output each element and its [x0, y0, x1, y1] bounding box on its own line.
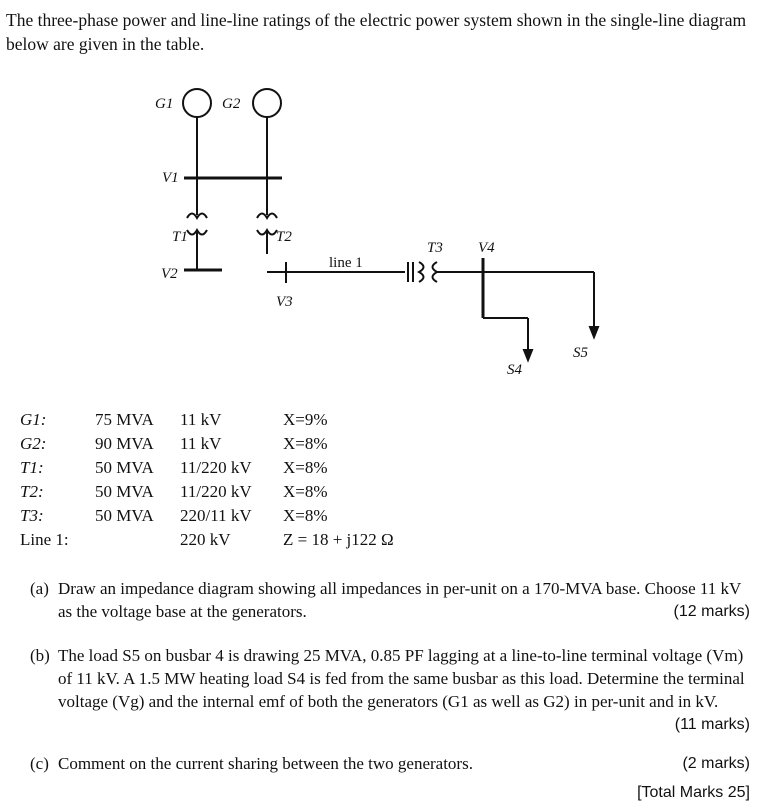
intro-text: The three-phase power and line-line ratings of the electric power system shown in the single-line diagram below are given in the table. — [6, 10, 747, 54]
rating-name: Line 1: — [20, 530, 69, 549]
transformer-t2-symbol — [257, 214, 277, 235]
rating-mva: 75 MVA — [95, 410, 154, 429]
question-text: Comment on the current sharing between the two generators. — [58, 754, 473, 773]
question-label: (a) — [30, 579, 49, 598]
generator-g2-symbol — [253, 89, 281, 117]
rating-name: T2: — [20, 482, 44, 501]
label-v3: V3 — [276, 294, 293, 310]
rating-kv: 220/11 kV — [180, 506, 252, 525]
question-marks: (11 marks) — [674, 716, 750, 733]
rating-x: X=8% — [283, 434, 328, 453]
rating-kv: 11/220 kV — [180, 458, 252, 477]
rating-mva: 50 MVA — [95, 482, 154, 501]
question-text: Draw an impedance diagram showing all impedances in per-unit on a 170-MVA base. Choose 11 kV as the voltage base at the generators. — [58, 579, 741, 621]
total-marks: [Total Marks 25] — [637, 784, 750, 801]
label-s5: S5 — [573, 345, 588, 361]
label-s4: S4 — [507, 362, 522, 378]
question-c — [30, 752, 750, 775]
rating-x: Z = 18 + j122 Ω — [283, 530, 394, 549]
rating-mva: 50 MVA — [95, 458, 154, 477]
label-v1: V1 — [162, 170, 179, 186]
label-t3: T3 — [427, 240, 443, 256]
question-text: The load S5 on busbar 4 is drawing 25 MVA, 0.85 PF lagging at a line-to-line terminal voltage (Vm) of 11 kV. A 1.5 MW heating load S4 is fed from the same busbar as this load. Determine the terminal voltage (Vg) and the internal emf of both the generators (G1 as well as G2) in per-unit and in kV. — [58, 646, 745, 711]
label-line1: line 1 — [329, 255, 363, 271]
label-v2: V2 — [161, 266, 178, 282]
question-marks: (2 marks) — [682, 755, 750, 772]
transformer-t1-symbol — [187, 214, 207, 235]
rating-mva: 50 MVA — [95, 506, 154, 525]
question-a — [30, 577, 750, 623]
label-t2: T2 — [276, 229, 292, 245]
rating-kv: 11 kV — [180, 410, 222, 429]
rating-kv: 220 kV — [180, 530, 231, 549]
rating-x: X=8% — [283, 506, 328, 525]
question-label: (c) — [30, 754, 49, 773]
rating-x: X=8% — [283, 482, 328, 501]
rating-name: G2: — [20, 434, 47, 453]
label-t1: T1 — [172, 229, 188, 245]
question-b — [30, 644, 750, 736]
question-label: (b) — [30, 646, 50, 665]
rating-name: T1: — [20, 458, 44, 477]
label-v4: V4 — [478, 240, 495, 256]
rating-kv: 11/220 kV — [180, 482, 252, 501]
rating-name: T3: — [20, 506, 44, 525]
rating-x: X=8% — [283, 458, 328, 477]
generator-g1-symbol — [183, 89, 211, 117]
rating-name: G1: — [20, 410, 47, 429]
rating-mva: 90 MVA — [95, 434, 154, 453]
question-marks: (12 marks) — [673, 603, 750, 620]
rating-x: X=9% — [283, 410, 328, 429]
transformer-t3-symbol — [408, 262, 437, 282]
rating-kv: 11 kV — [180, 434, 222, 453]
label-g2: G2 — [222, 96, 241, 112]
label-g1: G1 — [155, 96, 174, 112]
single-line-diagram — [0, 0, 768, 400]
